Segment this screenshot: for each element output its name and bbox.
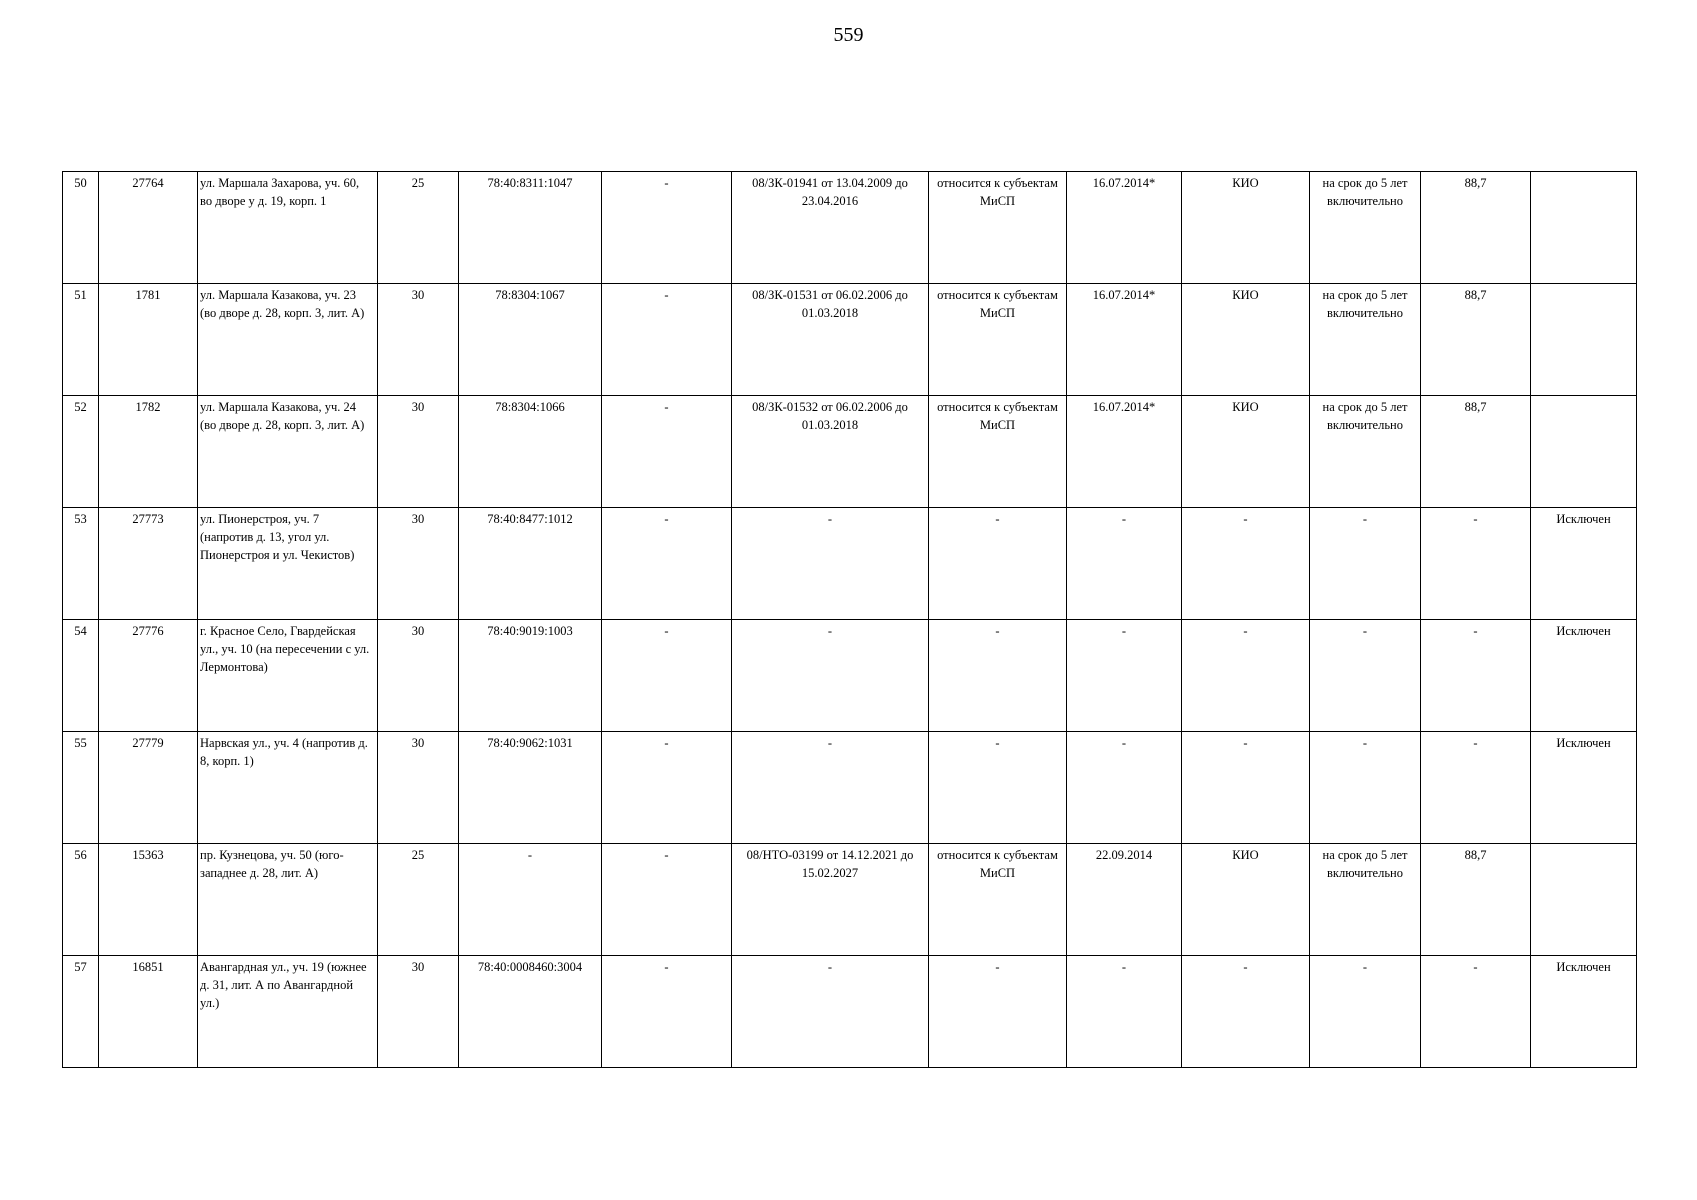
contract-cell: -	[732, 956, 929, 1068]
date-cell: -	[1067, 508, 1182, 620]
table-row	[63, 844, 1637, 956]
object-id: 27779	[99, 732, 198, 844]
authority-cell: КИО	[1182, 844, 1310, 956]
date-cell: 16.07.2014*	[1067, 396, 1182, 508]
area-cell: 30	[378, 732, 459, 844]
date-cell: 16.07.2014*	[1067, 284, 1182, 396]
object-id: 27773	[99, 508, 198, 620]
msp-status-cell: -	[929, 956, 1067, 1068]
registry-table	[62, 171, 1637, 1068]
date-cell: -	[1067, 732, 1182, 844]
page-number: 559	[833, 24, 864, 46]
note-cell: Исключен	[1531, 732, 1637, 844]
term-cell: -	[1310, 956, 1421, 1068]
contract-cell: 08/НТО-03199 от 14.12.2021 до 15.02.2027	[732, 844, 929, 956]
note-cell: Исключен	[1531, 620, 1637, 732]
column-6-cell: -	[602, 508, 732, 620]
row-number: 50	[63, 172, 99, 284]
msp-status-cell: -	[929, 620, 1067, 732]
row-number: 55	[63, 732, 99, 844]
msp-status-cell: -	[929, 732, 1067, 844]
value-cell: -	[1421, 956, 1531, 1068]
authority-cell: КИО	[1182, 172, 1310, 284]
area-cell: 30	[378, 956, 459, 1068]
object-id: 1781	[99, 284, 198, 396]
authority-cell: КИО	[1182, 396, 1310, 508]
contract-cell: -	[732, 732, 929, 844]
cadastral-number-cell: 78:40:8311:1047	[459, 172, 602, 284]
authority-cell: КИО	[1182, 284, 1310, 396]
term-cell: -	[1310, 732, 1421, 844]
msp-status-cell: относится к субъектам МиСП	[929, 396, 1067, 508]
authority-cell: -	[1182, 508, 1310, 620]
column-6-cell: -	[602, 396, 732, 508]
area-cell: 30	[378, 284, 459, 396]
value-cell: -	[1421, 732, 1531, 844]
value-cell: 88,7	[1421, 396, 1531, 508]
note-cell	[1531, 844, 1637, 956]
area-cell: 30	[378, 620, 459, 732]
address-cell: пр. Кузнецова, уч. 50 (юго-западнее д. 28, лит. А)	[198, 844, 378, 956]
column-6-cell: -	[602, 844, 732, 956]
msp-status-cell: -	[929, 508, 1067, 620]
cadastral-number-cell: 78:8304:1067	[459, 284, 602, 396]
cadastral-number-cell: 78:40:9019:1003	[459, 620, 602, 732]
value-cell: 88,7	[1421, 844, 1531, 956]
note-cell: Исключен	[1531, 508, 1637, 620]
contract-cell: 08/ЗК-01532 от 06.02.2006 до 01.03.2018	[732, 396, 929, 508]
contract-cell: 08/ЗК-01531 от 06.02.2006 до 01.03.2018	[732, 284, 929, 396]
value-cell: 88,7	[1421, 284, 1531, 396]
row-number: 56	[63, 844, 99, 956]
column-6-cell: -	[602, 620, 732, 732]
object-id: 1782	[99, 396, 198, 508]
row-number: 57	[63, 956, 99, 1068]
address-cell: ул. Пионерстроя, уч. 7 (напротив д. 13, угол ул. Пионерстроя и ул. Чекистов)	[198, 508, 378, 620]
column-6-cell: -	[602, 956, 732, 1068]
cadastral-number-cell: 78:40:8477:1012	[459, 508, 602, 620]
object-id: 16851	[99, 956, 198, 1068]
object-id: 15363	[99, 844, 198, 956]
authority-cell: -	[1182, 956, 1310, 1068]
table-row	[63, 620, 1637, 732]
table-row	[63, 732, 1637, 844]
column-6-cell: -	[602, 284, 732, 396]
contract-cell: -	[732, 620, 929, 732]
note-cell: Исключен	[1531, 956, 1637, 1068]
table-row	[63, 396, 1637, 508]
area-cell: 30	[378, 508, 459, 620]
area-cell: 25	[378, 172, 459, 284]
column-6-cell: -	[602, 732, 732, 844]
table-row	[63, 508, 1637, 620]
table-row	[63, 284, 1637, 396]
note-cell	[1531, 172, 1637, 284]
cadastral-number-cell: 78:8304:1066	[459, 396, 602, 508]
term-cell: -	[1310, 620, 1421, 732]
contract-cell: -	[732, 508, 929, 620]
area-cell: 25	[378, 844, 459, 956]
object-id: 27776	[99, 620, 198, 732]
authority-cell: -	[1182, 732, 1310, 844]
term-cell: на срок до 5 лет включительно	[1310, 844, 1421, 956]
address-cell: Авангардная ул., уч. 19 (южнее д. 31, лит. А по Авангардной ул.)	[198, 956, 378, 1068]
msp-status-cell: относится к субъектам МиСП	[929, 172, 1067, 284]
object-id: 27764	[99, 172, 198, 284]
term-cell: на срок до 5 лет включительно	[1310, 396, 1421, 508]
note-cell	[1531, 396, 1637, 508]
value-cell: -	[1421, 620, 1531, 732]
cadastral-number-cell: 78:40:0008460:3004	[459, 956, 602, 1068]
column-6-cell: -	[602, 172, 732, 284]
row-number: 51	[63, 284, 99, 396]
address-cell: Нарвская ул., уч. 4 (напротив д. 8, корп. 1)	[198, 732, 378, 844]
date-cell: -	[1067, 956, 1182, 1068]
cadastral-number-cell: -	[459, 844, 602, 956]
value-cell: 88,7	[1421, 172, 1531, 284]
row-number: 53	[63, 508, 99, 620]
date-cell: 22.09.2014	[1067, 844, 1182, 956]
address-cell: г. Красное Село, Гвардейская ул., уч. 10 (на пересечении с ул. Лермонтова)	[198, 620, 378, 732]
term-cell: на срок до 5 лет включительно	[1310, 172, 1421, 284]
area-cell: 30	[378, 396, 459, 508]
note-cell	[1531, 284, 1637, 396]
address-cell: ул. Маршала Казакова, уч. 24 (во дворе д. 28, корп. 3, лит. А)	[198, 396, 378, 508]
address-cell: ул. Маршала Казакова, уч. 23 (во дворе д. 28, корп. 3, лит. А)	[198, 284, 378, 396]
row-number: 52	[63, 396, 99, 508]
value-cell: -	[1421, 508, 1531, 620]
term-cell: -	[1310, 508, 1421, 620]
contract-cell: 08/ЗК-01941 от 13.04.2009 до 23.04.2016	[732, 172, 929, 284]
row-number: 54	[63, 620, 99, 732]
authority-cell: -	[1182, 620, 1310, 732]
address-cell: ул. Маршала Захарова, уч. 60, во дворе у д. 19, корп. 1	[198, 172, 378, 284]
date-cell: 16.07.2014*	[1067, 172, 1182, 284]
date-cell: -	[1067, 620, 1182, 732]
table-row	[63, 172, 1637, 284]
term-cell: на срок до 5 лет включительно	[1310, 284, 1421, 396]
msp-status-cell: относится к субъектам МиСП	[929, 844, 1067, 956]
table-row	[63, 956, 1637, 1068]
msp-status-cell: относится к субъектам МиСП	[929, 284, 1067, 396]
cadastral-number-cell: 78:40:9062:1031	[459, 732, 602, 844]
